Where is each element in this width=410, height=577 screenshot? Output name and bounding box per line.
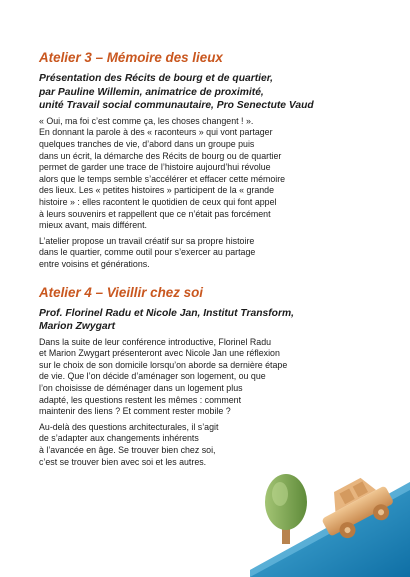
text-line: entre voisins et générations. (39, 258, 150, 269)
text-line: mieux avant, mais différent. (39, 220, 147, 231)
atelier-4-subtitle (39, 307, 383, 334)
text-line: maintenir des liens ? Et comment rester mobile ? (39, 406, 231, 417)
text-line: histoire » : elles racontent le quotidien de ceux qui font appel (39, 196, 277, 207)
atelier-4-paragraph-1 (39, 337, 383, 418)
text-line: des lieux. Les « petites histoires » participent de la « grande (39, 185, 274, 196)
text-line: à leurs souvenirs et rappellent que ce n’était pas forcément (39, 208, 271, 219)
text-line: permet de garder une trace de l’histoire aujourd’hui révolue (39, 162, 271, 173)
text-line: « Oui, ma foi c’est comme ça, les choses changent ! ». (39, 115, 254, 126)
text-line: à l’avancée en âge. Se trouver bien chez soi, (39, 445, 216, 456)
text-line: Au-delà des questions architecturales, il s’agit (39, 421, 219, 432)
atelier-3-title: Atelier 3 – Mémoire des lieux (39, 50, 223, 65)
text-line: Dans la suite de leur conférence introductive, Florinel Radu (39, 336, 272, 347)
subtitle-line: par Pauline Willemin, animatrice de proximité, (39, 86, 264, 98)
atelier-4-title: Atelier 4 – Vieillir chez soi (39, 284, 203, 300)
wooden-toys-illustration (250, 420, 410, 577)
text-line: c’est se trouver bien avec soi et les autres. (39, 456, 207, 467)
page-content (39, 50, 383, 472)
text-line: L’atelier propose un travail créatif sur sa propre histoire (39, 235, 255, 246)
text-line: et Marion Zwygart présenteront avec Nicole Jan une réflexion (39, 348, 280, 359)
text-line: de vie. Que l’on décide d’aménager son logement, ou que (39, 371, 266, 382)
atelier-3-paragraph-2 (39, 236, 383, 271)
text-line: dans le quartier, comme outil pour s’exercer au partage (39, 247, 256, 258)
text-line: sur le choix de son domicile lorsqu’on aborde sa dernière étape (39, 359, 288, 370)
subtitle-line: Prof. Florinel Radu et Nicole Jan, Institut Transform, (39, 307, 294, 319)
atelier-3-subtitle (39, 72, 383, 113)
subtitle-line: Marion Zwygart (39, 321, 116, 333)
wooden-tree-icon (265, 474, 307, 544)
text-line: alors que le temps semble s’accélérer et effacer cette mémoire (39, 173, 286, 184)
atelier-3-paragraph-1 (39, 116, 383, 232)
text-line: adapté, les questions restent les mêmes : comment (39, 394, 242, 405)
subtitle-line: unité Travail social communautaire, Pro Senectute Vaud (39, 100, 314, 112)
text-line: En donnant la parole à des « raconteurs » qui vont partager (39, 127, 273, 138)
text-line: dans un écrit, la démarche des Récits de bourg ou de quartier (39, 150, 282, 161)
text-line: quelques tranches de vie, d’abord dans un groupe puis (39, 138, 255, 149)
subtitle-line: Présentation des Récits de bourg et de quartier, (39, 73, 274, 84)
text-line: de s’adapter aux changements inhérents (39, 433, 199, 444)
text-line: l’on choisisse de déménager dans un logement plus (39, 383, 243, 394)
